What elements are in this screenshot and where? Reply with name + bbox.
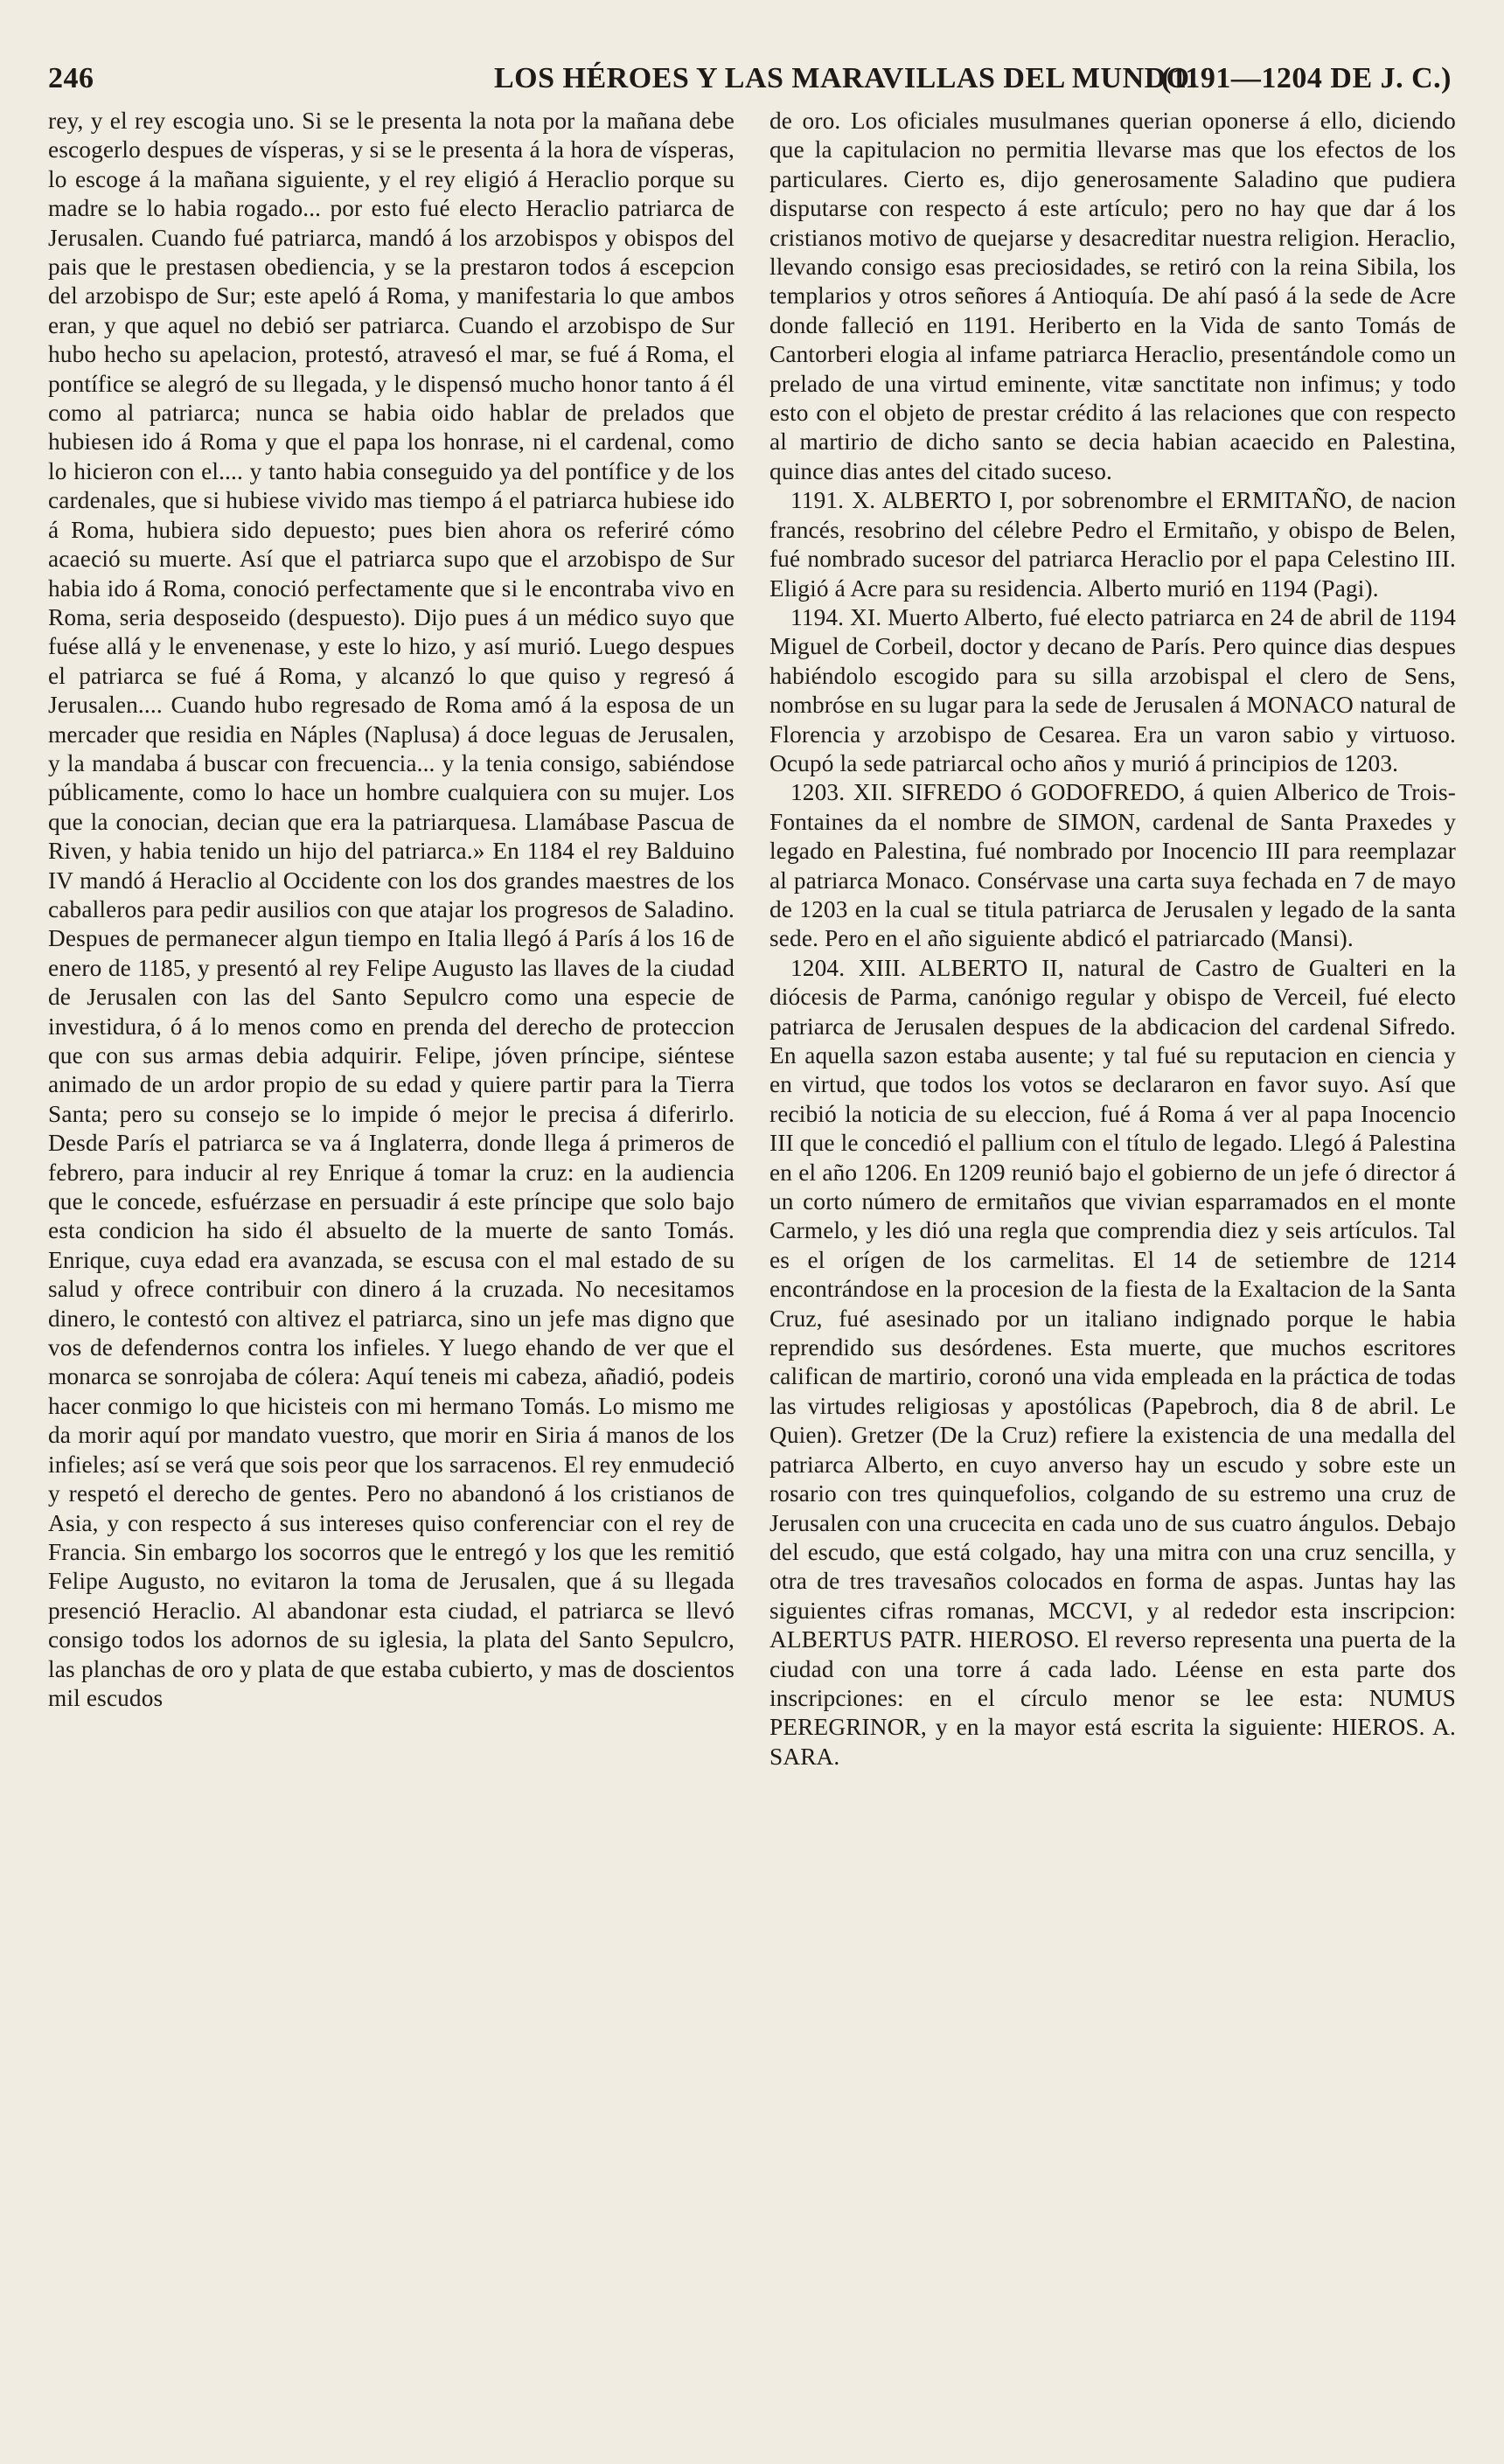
right-paragraph-monaco: 1194. XI. Muerto Alberto, fué electo patriarca en 24 de abril de 1194 Miguel de Corbeil, doctor y decano de París. Pero quince dias despues habiéndolo escogido para su silla arzobispal el clero de Sens, nombróse en su lugar para la sede de Jerusalen á MONACO natural de Florencia y arzobispo de Cesarea. Era un varon sabio y virtuoso. Ocupó la sede patriarcal ocho años y murió á principios de 1203. <box>769 603 1457 776</box>
text-columns <box>48 107 1456 1771</box>
right-paragraph-heraclio: de oro. Los oficiales musulmanes querian oponerse á ello, diciendo que la capitulacion no permitia llevarse mas que los efectos de los particulares. Cierto es, dijo generosamente Saladino que pudiera disputarse con respecto á este artículo; pero no hay que dar á los cristianos motivo de quejarse y desacreditar nuestra religion. Heraclio, llevando consigo esas preciosidades, se retiró con la reina Sibila, los templarios y otros señores á Antioquía. De ahí pasó á la sede de Acre donde falleció en 1191. Heriberto en la Vida de santo Tomás de Cantorberi elogia al infame patriarca Heraclio, presentándole como un prelado de una virtud eminente, vitæ sanctitate non infimus; y todo esto con el objeto de prestar crédito á las relaciones que con respecto al martirio de dicho santo se decia habian acaecido en Palestina, quince dias antes del citado suceso. <box>769 108 1456 484</box>
right-paragraph-alberto-i: 1191. X. ALBERTO I, por sobrenombre el ERMITAÑO, de nacion francés, resobrino del célebre Pedro el Ermitaño, y obispo de Belen, fué nombrado sucesor del patriarca Heraclio por el papa Celestino III. Eligió á Acre para su residencia. Alberto murió en 1194 (Pagi). <box>769 487 1456 602</box>
running-title: LOS HÉROES Y LAS MARAVILLAS DEL MUNDO. <box>494 62 1198 94</box>
date-range: (1191—1204 DE J. C.) <box>1160 62 1452 94</box>
page-header <box>48 52 1456 105</box>
right-paragraph-alberto-ii: 1204. XIII. ALBERTO II, natural de Castro de Gualteri en la diócesis de Parma, canónigo regular y obispo de Verceil, fué electo patriarca de Jerusalen despues de la abdicacion del cardenal Sifredo. En aquella sazon estaba ausente; y tal fué su reputacion en ciencia y en virtud, que todos los votos se declararon en favor suyo. Así que recibió la noticia de su eleccion, fué á Roma á ver al papa Inocencio III que le concedió el pallium con el título de legado. Llegó á Palestina en el año 1206. En 1209 reunió bajo el gobierno de un jefe ó director á un corto número de ermitaños que vivian esparramados en el monte Carmelo, y les dió una regla que comprendia diez y seis artículos. Tal es el orígen de los carmelitas. El 14 de setiembre de 1214 encontrándose en la procesion de la fiesta de la Exaltacion de la Santa Cruz, fué asesinado por un italiano indignado porque le habia reprendido sus desórdenes. Esta muerte, que muchos escritores califican de martirio, coronó una vida empleada en la práctica de todas las virtudes religiosas y apostólicas (Papebroch, dia 8 de abril. Le Quien). Gretzer (De la Cruz) refiere la existencia de una medalla del patriarca Alberto, en cuyo anverso hay un escudo y sobre este un rosario con tres quinquefolios, colgando de su estremo una cruz de Jerusalen con una crucecita en cada uno de sus cuatro ángulos. Debajo del escudo, que está colgado, hay una mitra con una cruz sencilla, y otra de tres travesaños colocados en forma de aspas. Juntas hay las siguientes cifras romanas, MCCVI, y al rededor esta inscripcion: ALBERTUS PATR. HIEROSO. El reverso representa una puerta de la ciudad con una torre á cada lado. Léense en esta parte dos inscripciones: en el círculo menor se lee esta: NUMUS PEREGRINOR, y en la mayor está escrita la siguiente: HIEROS. A. SARA. <box>769 954 1456 1770</box>
left-column <box>48 107 735 1771</box>
left-paragraph: rey, y el rey escogia uno. Si se le presenta la nota por la mañana debe escogerlo despues de vísperas, y si se le presenta á la hora de vísperas, lo escoge á la mañana siguiente, y el rey eligió á Heraclio porque su madre se lo habia rogado... por esto fué electo Heraclio patriarca de Jerusalen. Cuando fué patriarca, mandó á los arzobispos y obispos del pais que le prestasen obediencia, y se la prestaron todos á escepcion del arzobispo de Sur; este apeló á Roma, y manifestaria lo que ambos eran, y que aquel no debió ser patriarca. Cuando el arzobispo de Sur hubo hecho su apelacion, protestó, atravesó el mar, se fué á Roma, el pontífice se alegró de su llegada, y le dispensó mucho honor tanto á él como al patriarca; nunca se habia oido hablar de prelados que hubiesen ido á Roma y que el papa los honrase, ni el cardenal, como lo hicieron con el.... y tanto habia conseguido ya del pontífice y de los cardenales, que si hubiese vivido mas tiempo á el patriarca hubiese ido á Roma, hubiera sido depuesto; pues bien ahora os referiré cómo acaeció su muerte. Así que el patriarca supo que el arzobispo de Sur habia ido á Roma, conoció perfectamente que si le encontraba vivo en Roma, seria desposeido (despuesto). Dijo pues á un médico suyo que fuése allá y le envenenase, y este lo hizo, y así murió. Luego despues el patriarca se fué á Roma, y alcanzó lo que quiso y regresó á Jerusalen.... Cuando hubo regresado de Roma amó á la esposa de un mercader que residia en Náples (Naplusa) á doce leguas de Jerusalen, y la mandaba á buscar con frecuencia... y la tenia consigo, sabiéndose públicamente, como lo hace un hombre cualquiera con su mujer. Los que la conocian, decian que era la patriarquesa. Llamábase Pascua de Riven, y habia tenido un hijo del patriarca.» En 1184 el rey Balduino IV mandó á Heraclio al Occidente con los dos grandes maestres de los caballeros para pedir ausilios con que atajar los progresos de Saladino. Despues de permanecer algun tiempo en Italia llegó á París á los 16 de enero de 1185, y presentó al rey Felipe Augusto las llaves de la ciudad de Jerusalen con las del Santo Sepulcro como una especie de investidura, ó á lo menos como en prenda del derecho de proteccion que con sus armas debia adquirir. Felipe, jóven príncipe, siéntese animado de un ardor propio de su edad y quiere partir para la Tierra Santa; pero su consejo se lo impide ó mejor le precisa á diferirlo. Desde París el patriarca se va á Inglaterra, donde llega á primeros de febrero, para inducir al rey Enrique á tomar la cruz: en la audiencia que le concede, esfuérzase en persuadir á este príncipe que solo bajo esta condicion ha sido él absuelto de la muerte de santo Tomás. Enrique, cuya edad era avanzada, se escusa con el mal estado de su salud y ofrece contribuir con dinero á la cruzada. No necesitamos dinero, le contestó con altivez el patriarca, sino un jefe mas digno que vos de defendernos contra los infieles. Y luego ehando de ver que el monarca se sonrojaba de cólera: Aquí teneis mi cabeza, añadió, podeis hacer conmigo lo que hicisteis con mi hermano Tomás. Lo mismo me da morir aquí por mandato vuestro, que morir en Siria á manos de los infieles; así se verá que sois peor que los sarracenos. El rey enmudeció y respetó el derecho de gentes. Pero no abandonó á los cristianos de Asia, y con respecto á sus intereses quiso conferenciar con el rey de Francia. Sin embargo los socorros que le entregó y los que les remitió Felipe Augusto, no evitaron la toma de Jerusalen, que á su llegada presenció Heraclio. Al abandonar esta ciudad, el patriarca se llevó consigo todos los adornos de su iglesia, la plata del Santo Sepulcro, las planchas de oro y plata de que estaba cubierto, y mas de doscientos mil escudos <box>48 108 735 1711</box>
page-number: 246 <box>48 62 94 94</box>
right-paragraph-sifredo: 1203. XII. SIFREDO ó GODOFREDO, á quien Alberico de Trois-Fontaines da el nombre de SIMON, cardenal de Santa Praxedes y legado en Palestina, fué nombrado por Inocencio III para reemplazar al patriarca Monaco. Consérvase una carta suya fechada en 7 de mayo de 1203 en la cual se titula patriarca de Jerusalen y legado de la santa sede. Pero en el año siguiente abdicó el patriarcado (Mansi). <box>769 779 1456 952</box>
right-column <box>769 107 1456 1771</box>
